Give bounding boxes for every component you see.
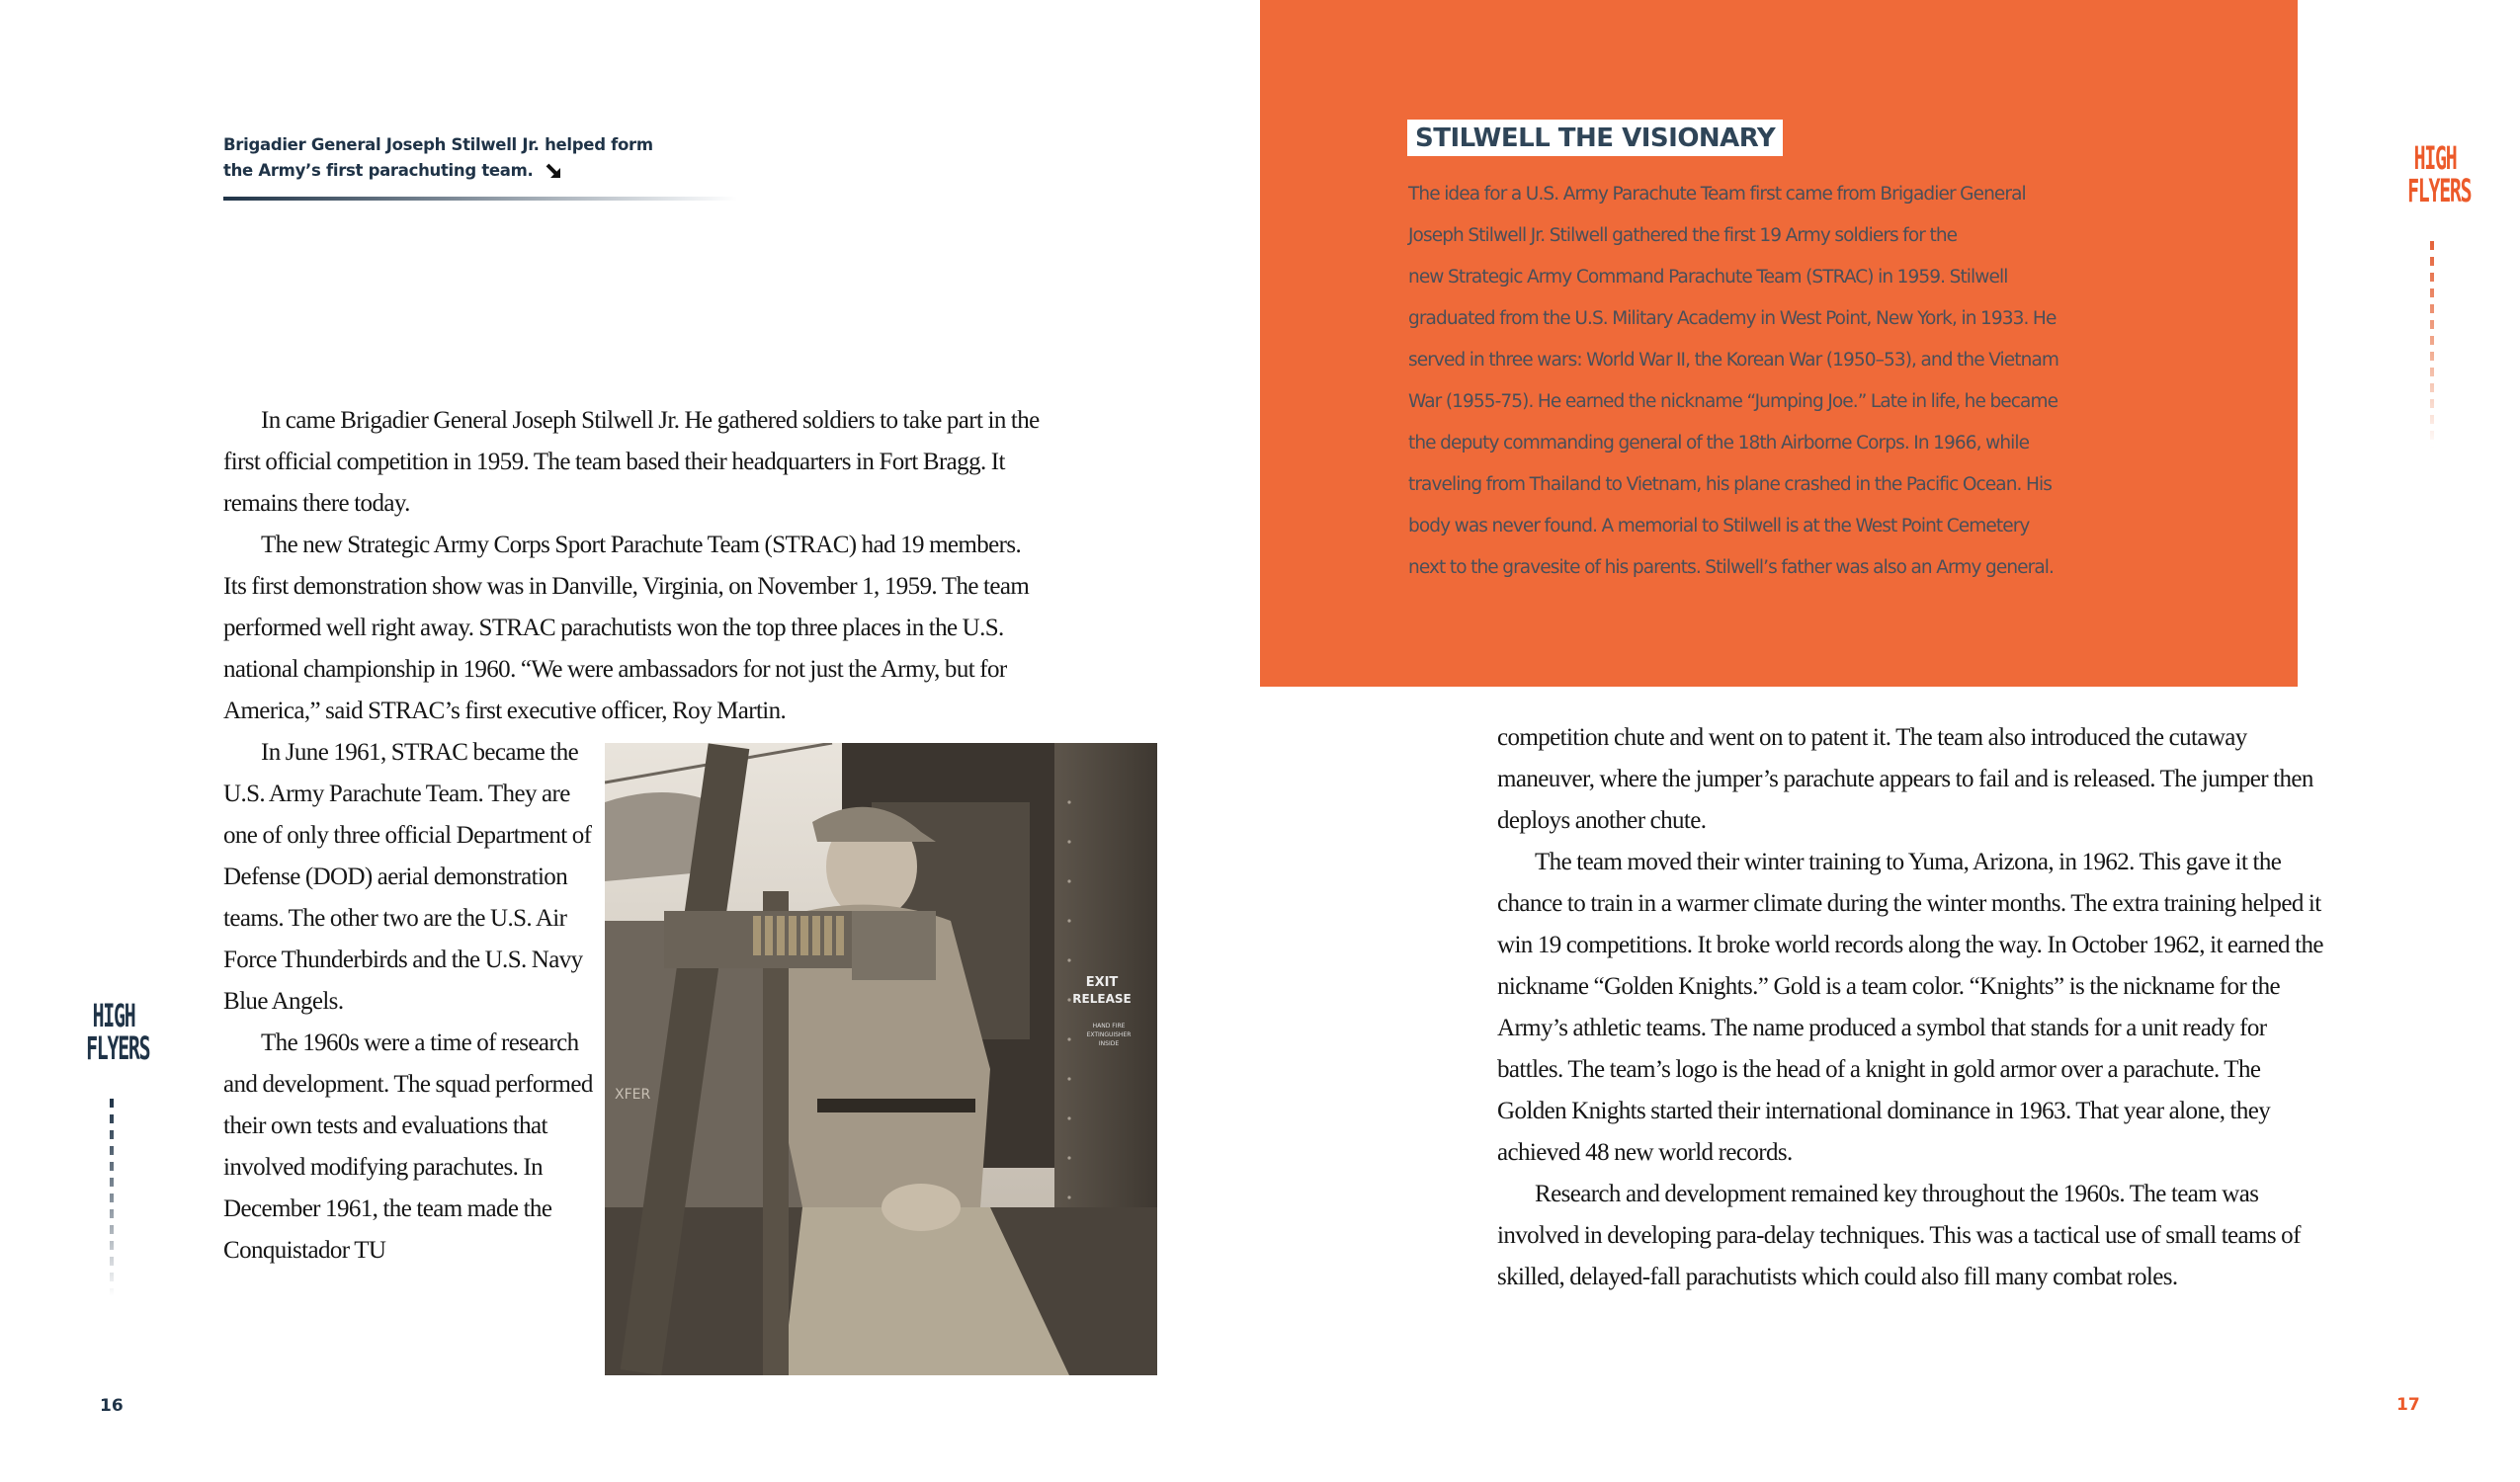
- sidebar-line: Joseph Stilwell Jr. Stilwell gathered the first 19 Army soldiers for the: [1408, 225, 1958, 246]
- dashed-vertical-rule-left: [110, 1099, 114, 1296]
- sidebar-line: next to the gravesite of his parents. Stilwell’s father was also an Army general.: [1408, 557, 2054, 578]
- paragraph: competition chute and went on to patent it. The team also introduced the cutaway maneuver, where the jumper’s parachute appears to fail and is released. The jumper then deploys another chute.: [1497, 724, 2313, 834]
- paragraph: Research and development remained key throughout the 1960s. The team was involved in developing para-delay techniques. This was a tactical use of small teams of skilled, delayed-fall parachutists which could also fill many combat roles.: [1497, 1181, 2301, 1290]
- photo-sign-small-3: INSIDE: [1098, 1040, 1120, 1047]
- logo-line-high: HIGH: [92, 997, 135, 1034]
- sidebar-line: body was never found. A memorial to Stilwell is at the West Point Cemetery: [1408, 516, 2030, 536]
- page-number-right: 17: [2396, 1395, 2420, 1415]
- photo-sign-small-1: HAND FIRE: [1092, 1023, 1126, 1029]
- high-flyers-logo-right: [2407, 139, 2472, 209]
- sidebar-line: War (1955-75). He earned the nickname “Jumping Joe.” Late in life, he became: [1408, 391, 2058, 412]
- paragraph: The 1960s were a time of research and development. The squad performed their own tests and evaluations that involved modifying parachutes. In December 1961, the team made the Conquistador TU: [223, 1029, 593, 1264]
- photo-chalk-mark: XFER: [615, 1087, 651, 1103]
- high-flyers-logo-left: [86, 997, 150, 1067]
- left-body-text-top: [223, 400, 1049, 732]
- sidebar-line: graduated from the U.S. Military Academy in West Point, New York, in 1933. He: [1408, 308, 2057, 329]
- sidebar-line: traveling from Thailand to Vietnam, his plane crashed in the Pacific Ocean. His: [1408, 474, 2053, 495]
- caption-line-1: Brigadier General Joseph Stilwell Jr. helped form: [223, 135, 653, 154]
- dashed-vertical-rule-right: [2430, 241, 2434, 449]
- paragraph: The team moved their winter training to Yuma, Arizona, in 1962. This gave it the chance to train in a warmer climate during the winter months. The extra training helped it win 19 competitions. It broke world records along the way. In October 1962, it earned the nickname “Golden Knights.” Gold is a team color. “Knights” is the nickname for the Army’s athletic teams. The name produced a symbol that stands for a unit ready for battles. The team’s logo is the head of a knight in gold armor over a parachute. The Golden Knights started their international dominance in 1963. That year alone, they achieved 48 new world records.: [1497, 849, 2323, 1166]
- sidebar-line: the deputy commanding general of the 18th Airborne Corps. In 1966, while: [1408, 433, 2030, 453]
- sidebar-text: [1408, 174, 2179, 589]
- photo-sign-small-2: EXTINGUISHER: [1086, 1031, 1132, 1038]
- caption-dashed-rule: [223, 197, 737, 201]
- stilwell-photo: [605, 743, 1157, 1375]
- photo-illustration: [605, 743, 1157, 1375]
- logo-line-flyers: FLYERS: [2407, 172, 2472, 209]
- arrow-down-right-icon: [545, 162, 562, 188]
- paragraph: The new Strategic Army Corps Sport Parachute Team (STRAC) had 19 members. Its first demonstration show was in Danville, Virginia, on November 1, 1959. The team performed well right away. STRAC parachutists won the top three places in the U.S. national championship in 1960. “We were ambassadors for not just the Army, but for America,” said STRAC’s first executive officer, Roy Martin.: [223, 532, 1030, 724]
- logo-line-flyers: FLYERS: [86, 1029, 150, 1067]
- right-body-text: [1497, 717, 2327, 1298]
- photo-sign-exit: EXIT: [1085, 975, 1119, 990]
- left-body-text-narrow: [223, 732, 599, 1272]
- photo-caption: [223, 132, 777, 188]
- logo-line-high: HIGH: [2413, 139, 2457, 177]
- sidebar-line: The idea for a U.S. Army Parachute Team first came from Brigadier General: [1408, 184, 2026, 205]
- photo-sign-release: RELEASE: [1072, 992, 1132, 1006]
- sidebar-heading: STILWELL THE VISIONARY: [1407, 120, 1783, 156]
- paragraph: In June 1961, STRAC became the U.S. Army Parachute Team. They are one of only three official Department of Defense (DOD) aerial demonstration teams. The other two are the U.S. Air Force Thunderbirds and the U.S. Navy Blue Angels.: [223, 739, 592, 1015]
- sidebar-line: served in three wars: World War II, the Korean War (1950–53), and the Vietnam: [1408, 350, 2059, 370]
- caption-line-2: the Army’s first parachuting team.: [223, 161, 534, 180]
- paragraph: In came Brigadier General Joseph Stilwell Jr. He gathered soldiers to take part in the first official competition in 1959. The team based their headquarters in Fort Bragg. It remains there today.: [223, 407, 1040, 517]
- sidebar-line: new Strategic Army Command Parachute Team (STRAC) in 1959. Stilwell: [1408, 267, 2008, 288]
- page-number-left: 16: [100, 1396, 124, 1416]
